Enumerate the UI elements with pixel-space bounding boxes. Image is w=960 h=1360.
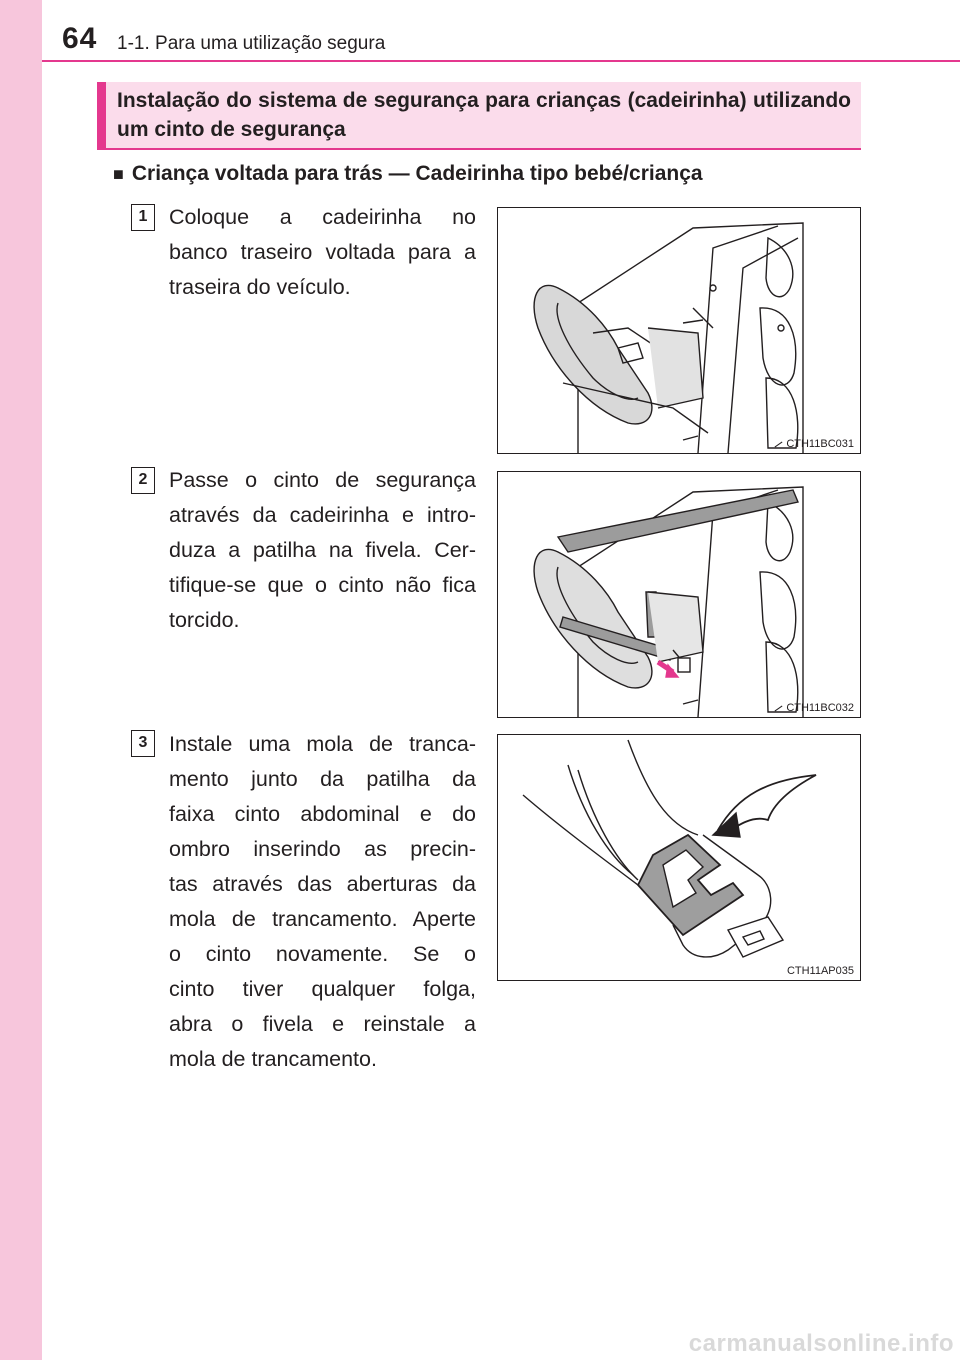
figure-2-code: CTH11BC032 bbox=[774, 702, 854, 714]
step-3-line: Instale uma mola de tranca- bbox=[169, 732, 476, 756]
step-3-line: o cinto novamente. Se o bbox=[169, 942, 476, 966]
step-2-number: 2 bbox=[131, 467, 155, 494]
figure-1 bbox=[497, 207, 861, 454]
step-3-line: mola de trancamento. Aperte bbox=[169, 907, 476, 931]
step-2-line: Passe o cinto de segurança bbox=[169, 468, 476, 492]
step-1-number: 1 bbox=[131, 204, 155, 231]
figure-1-code: CTH11BC031 bbox=[774, 438, 854, 450]
section-title: Instalação do sistema de segurança para crianças (cadeirinha) utilizando um cinto de segurança bbox=[117, 89, 851, 141]
step-3-line: ombro inserindo as precin- bbox=[169, 837, 476, 861]
step-1-text bbox=[169, 200, 476, 305]
belt-routing-illustration bbox=[498, 472, 861, 718]
step-3-number: 3 bbox=[131, 730, 155, 757]
figure-3-code: CTH11AP035 bbox=[786, 965, 854, 977]
step-2-line: torcido. bbox=[169, 608, 240, 632]
step-3-line: abra o fivela e reinstale a bbox=[169, 1012, 476, 1036]
step-1-line: banco traseiro voltada para a bbox=[169, 240, 476, 264]
section-title-box bbox=[97, 82, 861, 150]
page-number: 64 bbox=[62, 22, 98, 55]
step-2-line: através da cadeirinha e intro- bbox=[169, 503, 476, 527]
subheading-text: Criança voltada para trás — Cadeirinha tipo bebé/criança bbox=[131, 162, 703, 185]
step-3-line: tas através das aberturas da bbox=[169, 872, 476, 896]
step-3-line: mento junto da patilha da bbox=[169, 767, 476, 791]
section-accent-bar bbox=[97, 82, 106, 150]
step-2-text bbox=[169, 463, 476, 638]
child-seat-placement-illustration bbox=[498, 208, 861, 454]
step-2-line: tifique-se que o cinto não fica bbox=[169, 573, 476, 597]
step-3-line: faixa cinto abdominal e do bbox=[169, 802, 476, 826]
subheading bbox=[113, 162, 703, 186]
step-3-line: mola de trancamento. bbox=[169, 1047, 377, 1071]
header-rule bbox=[42, 60, 960, 62]
locking-clip-illustration bbox=[498, 735, 861, 981]
step-3-text bbox=[169, 727, 476, 1077]
figure-2 bbox=[497, 471, 861, 718]
step-3-line: cinto tiver qualquer folga, bbox=[169, 977, 476, 1001]
step-1-line: Coloque a cadeirinha no bbox=[169, 205, 476, 229]
figure-3 bbox=[497, 734, 861, 981]
step-1-line: traseira do veículo. bbox=[169, 275, 351, 299]
running-header: 1-1. Para uma utilização segura bbox=[117, 33, 386, 54]
watermark: carmanualsonline.info bbox=[688, 1330, 954, 1357]
side-color-band bbox=[0, 0, 42, 1360]
square-bullet-icon: ■ bbox=[113, 164, 124, 184]
section-rule bbox=[97, 148, 861, 150]
step-2-line: duza a patilha na fivela. Cer- bbox=[169, 538, 476, 562]
